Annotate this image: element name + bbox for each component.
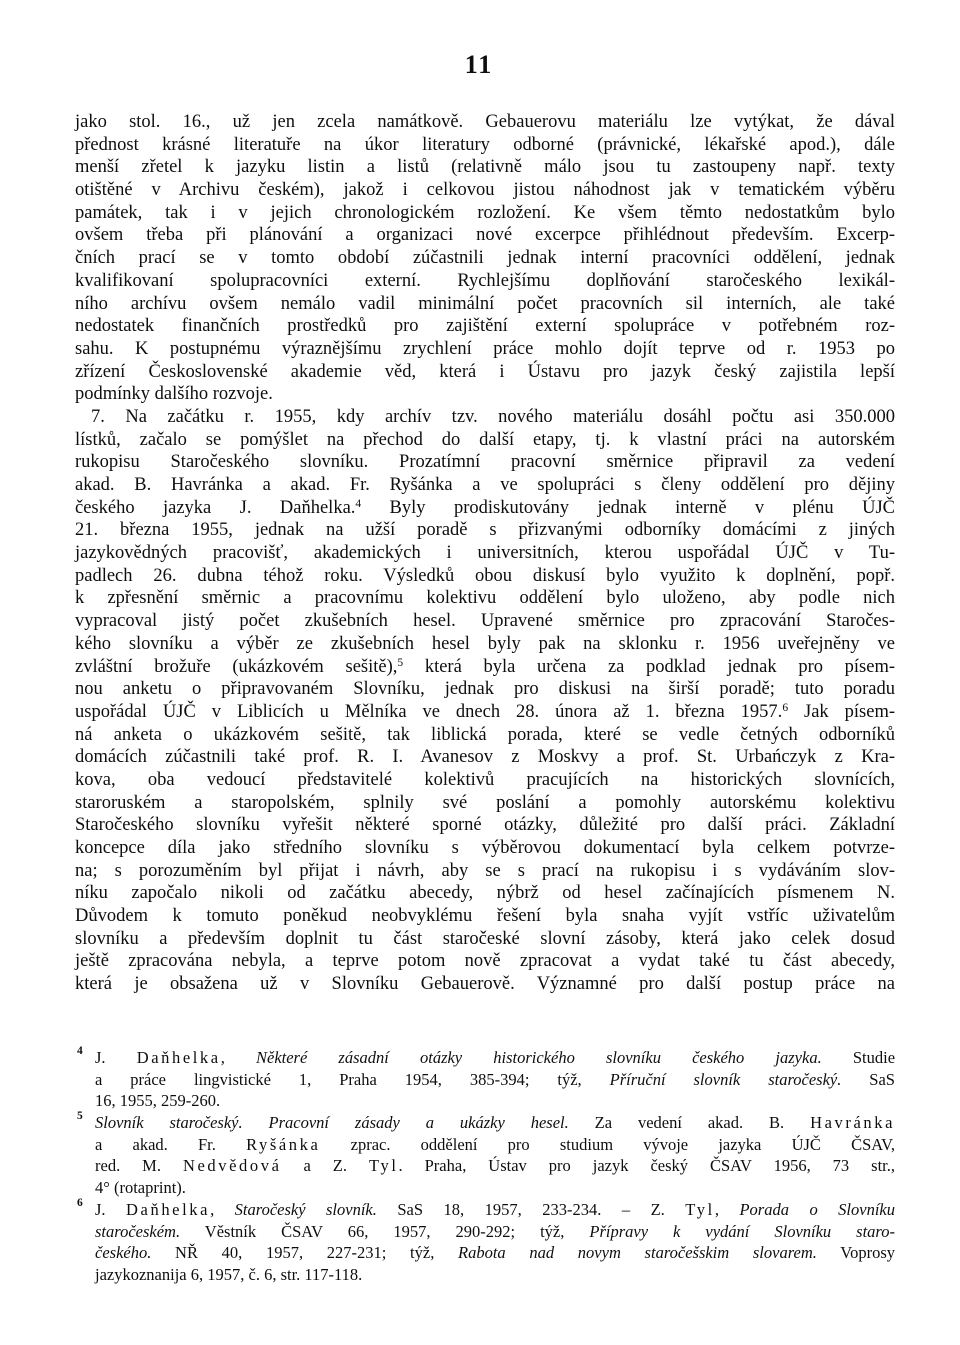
letterspaced-name: Tyl (685, 1199, 715, 1219)
text-segment: níku započalo nikoli od začátku abecedy, nýbrž od hesel začínajících písmenem N. (75, 883, 895, 904)
text-segment: 4° (rotaprint). (95, 1178, 186, 1198)
body-line (75, 905, 895, 928)
text-segment: jako stol. 16., už jen zcela namátkově. Gebauerovu materiálu lze vytýkat, že dával (75, 112, 895, 132)
text-segment: Věstník ČSAV 66, 1957, 290-292; týž, (180, 1221, 590, 1241)
body-line (75, 656, 895, 679)
text-segment: Za vedení akad. B. (568, 1113, 811, 1133)
body-line (75, 429, 895, 452)
text-segment: vypracoval jistý počet zkušebních hesel. Upravené směrnice pro zpracování Staročes- (75, 611, 895, 632)
text-segment: Staročeského slovníku vyřešit některé sporné otázky, důležité pro další práci. Základní (75, 815, 895, 836)
footnote (75, 1112, 895, 1199)
text-segment: jazykoznanija 6, 1957, č. 6, str. 117-118. (95, 1264, 363, 1284)
body-line (75, 497, 895, 520)
text-segment: uspořádal ÚJČ v Liblicích u Mělníka ve dnech 28. února až 1. března 1957. (75, 701, 783, 722)
text-segment: nou anketu o připravovaném Slovníku, jednak pro diskusi na širší poradě; tuto poradu (75, 679, 895, 700)
italic-text: Některé zásadní otázky historického slovníku českého jazyka. (255, 1048, 822, 1067)
text-segment: lístků, začalo se pomýšlet na přechod do další etapy, tj. k vlastní práci na autorském (75, 429, 895, 450)
text-segment: domácích zúčastnili také prof. R. I. Avanesov z Moskvy a prof. St. Urbańczyk z Kra- (75, 747, 895, 768)
body-line (75, 224, 895, 247)
body-line (75, 814, 895, 837)
text-segment: kvalifikovaní spolupracovníci externí. Rychlejšímu doplňování staročeského lexikál- (75, 270, 895, 291)
footnote-line (95, 1112, 895, 1134)
text-segment: menší zřetel k jazyku listin a listů (relativně málo jsou tu zastoupeny např. texty (75, 157, 895, 178)
text-segment: staroruském a staropolském, splnily své poslání a pomohly autorskému kolektivu (75, 792, 895, 813)
text-segment: . Praha, Ústav pro jazyk český ČSAV 1956, 73 str., (398, 1156, 895, 1176)
body-line (75, 406, 895, 429)
italic-text: Slovník staročeský. Pracovní zásady a ukázky hesel. (95, 1113, 569, 1133)
text-segment: ná anketa o ukázkovém sešitě, tak liblická porada, které se vedle četných odborníků (75, 724, 895, 745)
text-segment: na; s porozuměním byl přijat i návrh, aby se s prací na rukopisu i s vydáváním slov- (75, 860, 895, 881)
text-segment: J. (95, 1048, 137, 1067)
text-segment: ještě zpracována nebyla, a teprve potom nově zpracovat a vydat také tu část abecedy, (75, 951, 895, 972)
body-line (75, 361, 895, 384)
text-segment: zvláštní brožuře (ukázkovém sešitě), (75, 656, 398, 677)
body-line (75, 111, 895, 134)
text-segment: která je obsažena už v Slovníku Gebauerově. Významné pro další postup práce na (75, 974, 895, 995)
footnote-line (95, 1177, 895, 1199)
text-segment: památek, tak i v jejich chronologickém rozložení. Ke všem těmto nedostatkům bylo (75, 202, 895, 223)
footnote (75, 1196, 895, 1286)
text-segment: padlech 26. dubna téhož roku. Výsledků obou diskusí bylo využito k doplnění, popř. (75, 565, 895, 586)
italic-text: Přípravy k vydání Slovníku staro- (589, 1221, 895, 1241)
footnote-ref: 4 (355, 497, 362, 510)
footnote-line (95, 1199, 895, 1221)
body-line (75, 565, 895, 588)
text-segment: , (210, 1199, 235, 1219)
letterspaced-name: Daňhelka (126, 1199, 211, 1219)
footnote (75, 1047, 895, 1112)
body-line (75, 837, 895, 860)
body-line (75, 542, 895, 565)
italic-text: Staročeský slovník. (234, 1199, 377, 1219)
text-segment: koncepce díla jako středního slovníku s výběrovou dokumentací byla celkem potvrze- (75, 838, 895, 858)
text-segment: SaS 18, 1957, 233-234. – Z. (376, 1199, 686, 1219)
body-line (75, 769, 895, 792)
footnotes (75, 1047, 895, 1286)
text-segment: sahu. K postupnému výraznějšímu zrychlení práce mohlo dojít teprve od r. 1953 po (75, 338, 895, 359)
text-segment: 21. března 1955, jednak na užší poradě s přizvanými odborníky domácími z jiných (75, 520, 895, 541)
text-segment: českého jazyka J. Daňhelka. (75, 497, 356, 518)
text-segment: ního archívu ovšem nemálo vadil minimální počet pracovních sil interních, ale také (75, 293, 895, 314)
body-line (75, 678, 895, 701)
body-line (75, 610, 895, 633)
footnote-marker: 4 (77, 1045, 83, 1057)
body-line (75, 270, 895, 293)
text-segment: k zpřesnění směrnic a pracovnímu kolektivu oddělení bylo uloženo, aby podle nich (75, 588, 895, 609)
body-line (75, 701, 895, 724)
body-line (75, 860, 895, 883)
italic-text: Příruční slovník staročeský. (609, 1069, 842, 1089)
text-segment: Studie (821, 1048, 896, 1067)
body-line (75, 633, 895, 656)
letterspaced-name: Tyl (368, 1156, 399, 1176)
body-line (75, 247, 895, 270)
letterspaced-name: Daňhelka (136, 1048, 221, 1067)
text-segment: ovšem třeba při plánování a organizaci nové excerpce přihlédnout především. Excerp- (75, 225, 895, 246)
page-number: 11 (464, 50, 494, 79)
text-segment: rukopisu Staročeského slovníku. Prozatímní pracovní směrnice připravil za vedení (75, 452, 895, 473)
body-line (75, 156, 895, 179)
text-segment: jazykovědných pracovišť, akademických i universitních, kterou uspořádal ÚJČ v Tu- (75, 543, 895, 564)
text-segment: podmínky dalšího rozvoje. (75, 384, 273, 405)
footnote-marker: 5 (77, 1110, 83, 1123)
text-segment: čních prací se v tomto období zúčastnili jednak interní pracovníci oddělení, jednak (75, 248, 895, 269)
body-line (75, 474, 895, 497)
body-line (75, 451, 895, 474)
text-segment: akad. B. Havránka a akad. Fr. Ryšánka a ve spolupráci s členy oddělení pro dějiny (75, 475, 895, 495)
text-segment: SaS (841, 1069, 895, 1089)
text-segment: 7. Na začátku r. 1955, kdy archív tzv. nového materiálu dosáhl počtu asi 350.000 (91, 406, 895, 427)
text-segment: zprac. oddělení pro studium vývoje jazyka ÚJČ ČSAV, (320, 1134, 895, 1154)
text-segment: a Z. (281, 1156, 369, 1176)
text-segment: slovníku a především doplnit tu část staročeské slovní zásoby, která jako celek dosud (75, 928, 895, 949)
italic-text: Rabota nad novym staročešskim slovarem. (458, 1243, 817, 1263)
body-line (75, 519, 895, 542)
letterspaced-name: Havránka (810, 1113, 895, 1133)
text-segment: která byla určena za podklad jednak pro písem- (403, 656, 896, 677)
body-line (75, 724, 895, 747)
letterspaced-name: Ryšánka (246, 1134, 321, 1154)
footnote-line (95, 1134, 895, 1156)
body-line (75, 746, 895, 769)
text-segment: kého slovníku a výběr ze zkušebních hesel byly pak na sklonku r. 1956 uveřejněny ve (75, 633, 895, 654)
letterspaced-name: Nedvědová (182, 1156, 282, 1176)
text-segment: Byly prodiskutovány jednak interně v plénu ÚJČ (361, 497, 895, 518)
footnote-line (95, 1069, 895, 1091)
text-segment: J. (95, 1199, 127, 1219)
body-line (75, 338, 895, 361)
italic-text: Porada o Slovníku (739, 1199, 895, 1219)
footnote-marker: 6 (77, 1196, 83, 1209)
body-line (75, 383, 895, 406)
text-segment: Jak písem- (788, 701, 895, 722)
footnote-line (95, 1221, 895, 1243)
body-line (75, 315, 895, 338)
body-line (75, 882, 895, 905)
footnote-line (95, 1264, 895, 1286)
footnote-ref: 5 (397, 656, 404, 669)
text-segment: red. M. (95, 1156, 183, 1176)
body-line (75, 179, 895, 202)
body-line (75, 928, 895, 951)
text-segment: , (714, 1199, 740, 1219)
text-segment: nedostatek finančních prostředků pro zajištění externí spolupráce v potřebném roz- (75, 316, 895, 337)
body-line (75, 202, 895, 225)
text-segment: přednost krásné literatuře na úkor literatury odborné (právnické, lékařské apod.), dále (75, 134, 895, 155)
footnote-line (95, 1090, 895, 1112)
footnote-ref: 6 (782, 701, 789, 714)
footnote-line (95, 1047, 895, 1069)
footnote-line (95, 1155, 895, 1177)
text-segment: a akad. Fr. (95, 1134, 247, 1154)
text-segment: Důvodem k tomuto poněkud neobvyklému řešení byla snaha vyjít vstříc uživatelům (75, 906, 895, 927)
footnote-line (95, 1242, 895, 1264)
body-line (75, 973, 895, 996)
text-segment: 16, 1955, 259-260. (95, 1091, 221, 1111)
text-segment: a práce lingvistické 1, Praha 1954, 385-394; týž, (95, 1069, 610, 1089)
body-line (75, 134, 895, 157)
italic-text: staročeském. (95, 1221, 181, 1241)
body-text (75, 111, 895, 996)
text-segment: , (220, 1048, 256, 1067)
text-segment: NŘ 40, 1957, 227-231; týž, (151, 1243, 459, 1263)
text-segment: zřízení Československé akademie věd, která i Ústavu pro jazyk český zajistila lepší (75, 361, 895, 382)
text-segment: kova, oba vedoucí představitelé kolektivů pracujících na historických slovnících, (75, 769, 895, 790)
body-line (75, 950, 895, 973)
text-segment: otištěné v Archivu českém), jakož i celkovou jistou náhodnost jak v tematickém výběru (75, 180, 895, 201)
body-line (75, 792, 895, 815)
text-segment: Voprosy (816, 1243, 895, 1263)
body-line (75, 587, 895, 610)
italic-text: českého. (95, 1243, 152, 1263)
body-line (75, 293, 895, 316)
